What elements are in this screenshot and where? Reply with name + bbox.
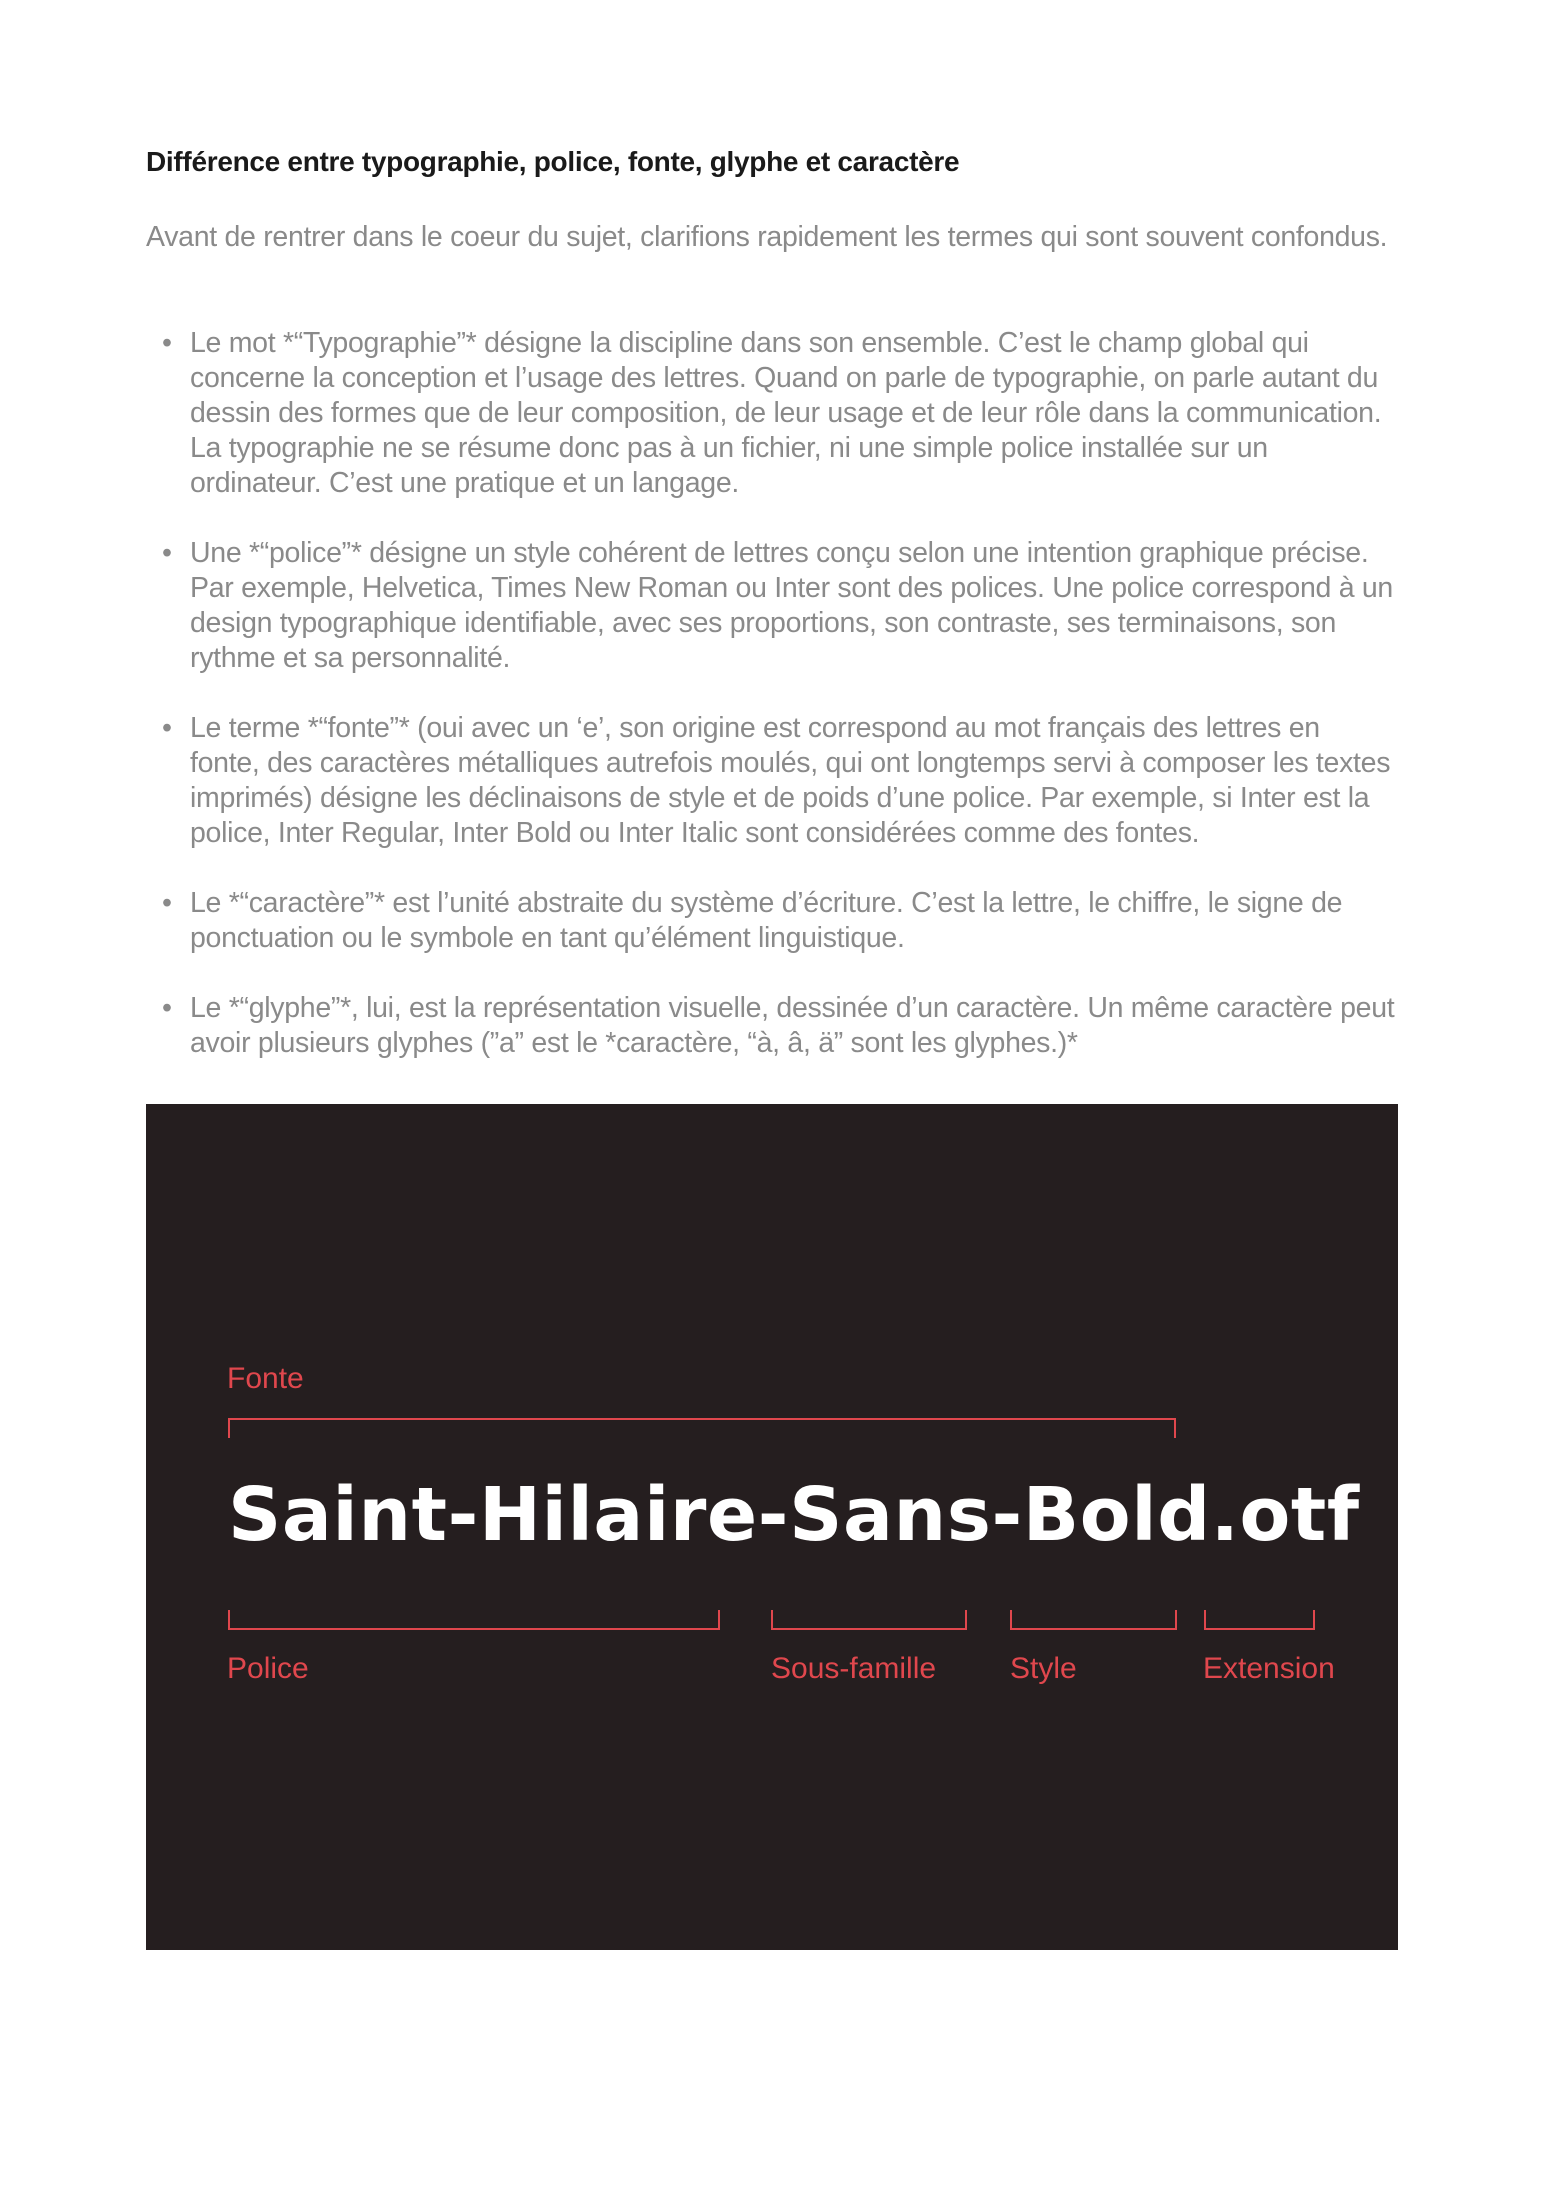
label-police: Police: [227, 1652, 309, 1685]
label-style: Style: [1010, 1652, 1077, 1685]
bullet-marker: •: [162, 712, 172, 744]
definition-caractere: Le *“caractère”* est l’unité abstraite du système d’écriture. C’est la lettre, le chiffre, le signe de ponctuation ou le symbole en tant qu’élément linguistique.: [190, 887, 1343, 954]
label-extension: Extension: [1203, 1652, 1335, 1685]
font-naming-diagram: [146, 1104, 1398, 1950]
bracket-extension: [1204, 1610, 1315, 1630]
bracket-police: [228, 1610, 720, 1630]
definition-typographie: Le mot *“Typographie”* désigne la discipline dans son ensemble. C’est le champ global qui concerne la conception et l’usage des lettres. Quand on parle de typographie, on parle autant du dessin des formes que de leur composition, de leur usage et de leur rôle dans la communication. La typographie ne se résume donc pas à un fichier, ni une simple police installée sur un ordinateur. C’est une pratique et un langage.: [190, 327, 1382, 499]
definition-glyphe: Le *“glyphe”*, lui, est la représentation visuelle, dessinée d’un caractère. Un même caractère peut avoir plusieurs glyphes (”a” est le *caractère, “à, â, ä” sont les glyphes.)*: [190, 992, 1395, 1059]
list-item: [146, 536, 1396, 676]
definition-fonte: Le terme *“fonte”* (oui avec un ‘e’, son origine est correspond au mot français des lettres en fonte, des caractères métalliques autrefois moulés, qui ont longtemps servi à composer les textes imprimés) désigne les déclinaisons de style et de poids d’une police. Par exemple, si Inter est la police, Inter Regular, Inter Bold ou Inter Italic sont considérées comme des fontes.: [190, 712, 1391, 849]
bullet-marker: •: [162, 537, 172, 569]
page-title: Différence entre typographie, police, fonte, glyphe et caractère: [146, 146, 960, 177]
definition-police: Une *“police”* désigne un style cohérent de lettres conçu selon une intention graphique précise. Par exemple, Helvetica, Times New Roman ou Inter sont des polices. Une police correspond à un design typographique identifiable, avec ses proportions, son contraste, ses terminaisons, son rythme et sa personnalité.: [190, 537, 1393, 674]
list-item: [146, 991, 1396, 1061]
label-fonte: Fonte: [227, 1362, 304, 1395]
font-filename: Saint-Hilaire-Sans-Bold.otf: [228, 1472, 1360, 1558]
bracket-sous-famille: [771, 1610, 967, 1630]
list-item: [146, 326, 1396, 501]
list-item: [146, 711, 1396, 851]
bullet-marker: •: [162, 887, 172, 919]
bullet-marker: •: [162, 327, 172, 359]
list-item: [146, 886, 1396, 956]
definitions-list: [146, 326, 1396, 1096]
label-sous-famille: Sous-famille: [771, 1652, 937, 1685]
bullet-marker: •: [162, 992, 172, 1024]
intro-paragraph: Avant de rentrer dans le coeur du sujet, clarifions rapidement les termes qui sont souvent confondus.: [146, 221, 1388, 253]
bracket-style: [1010, 1610, 1177, 1630]
bracket-fonte: [228, 1418, 1176, 1438]
